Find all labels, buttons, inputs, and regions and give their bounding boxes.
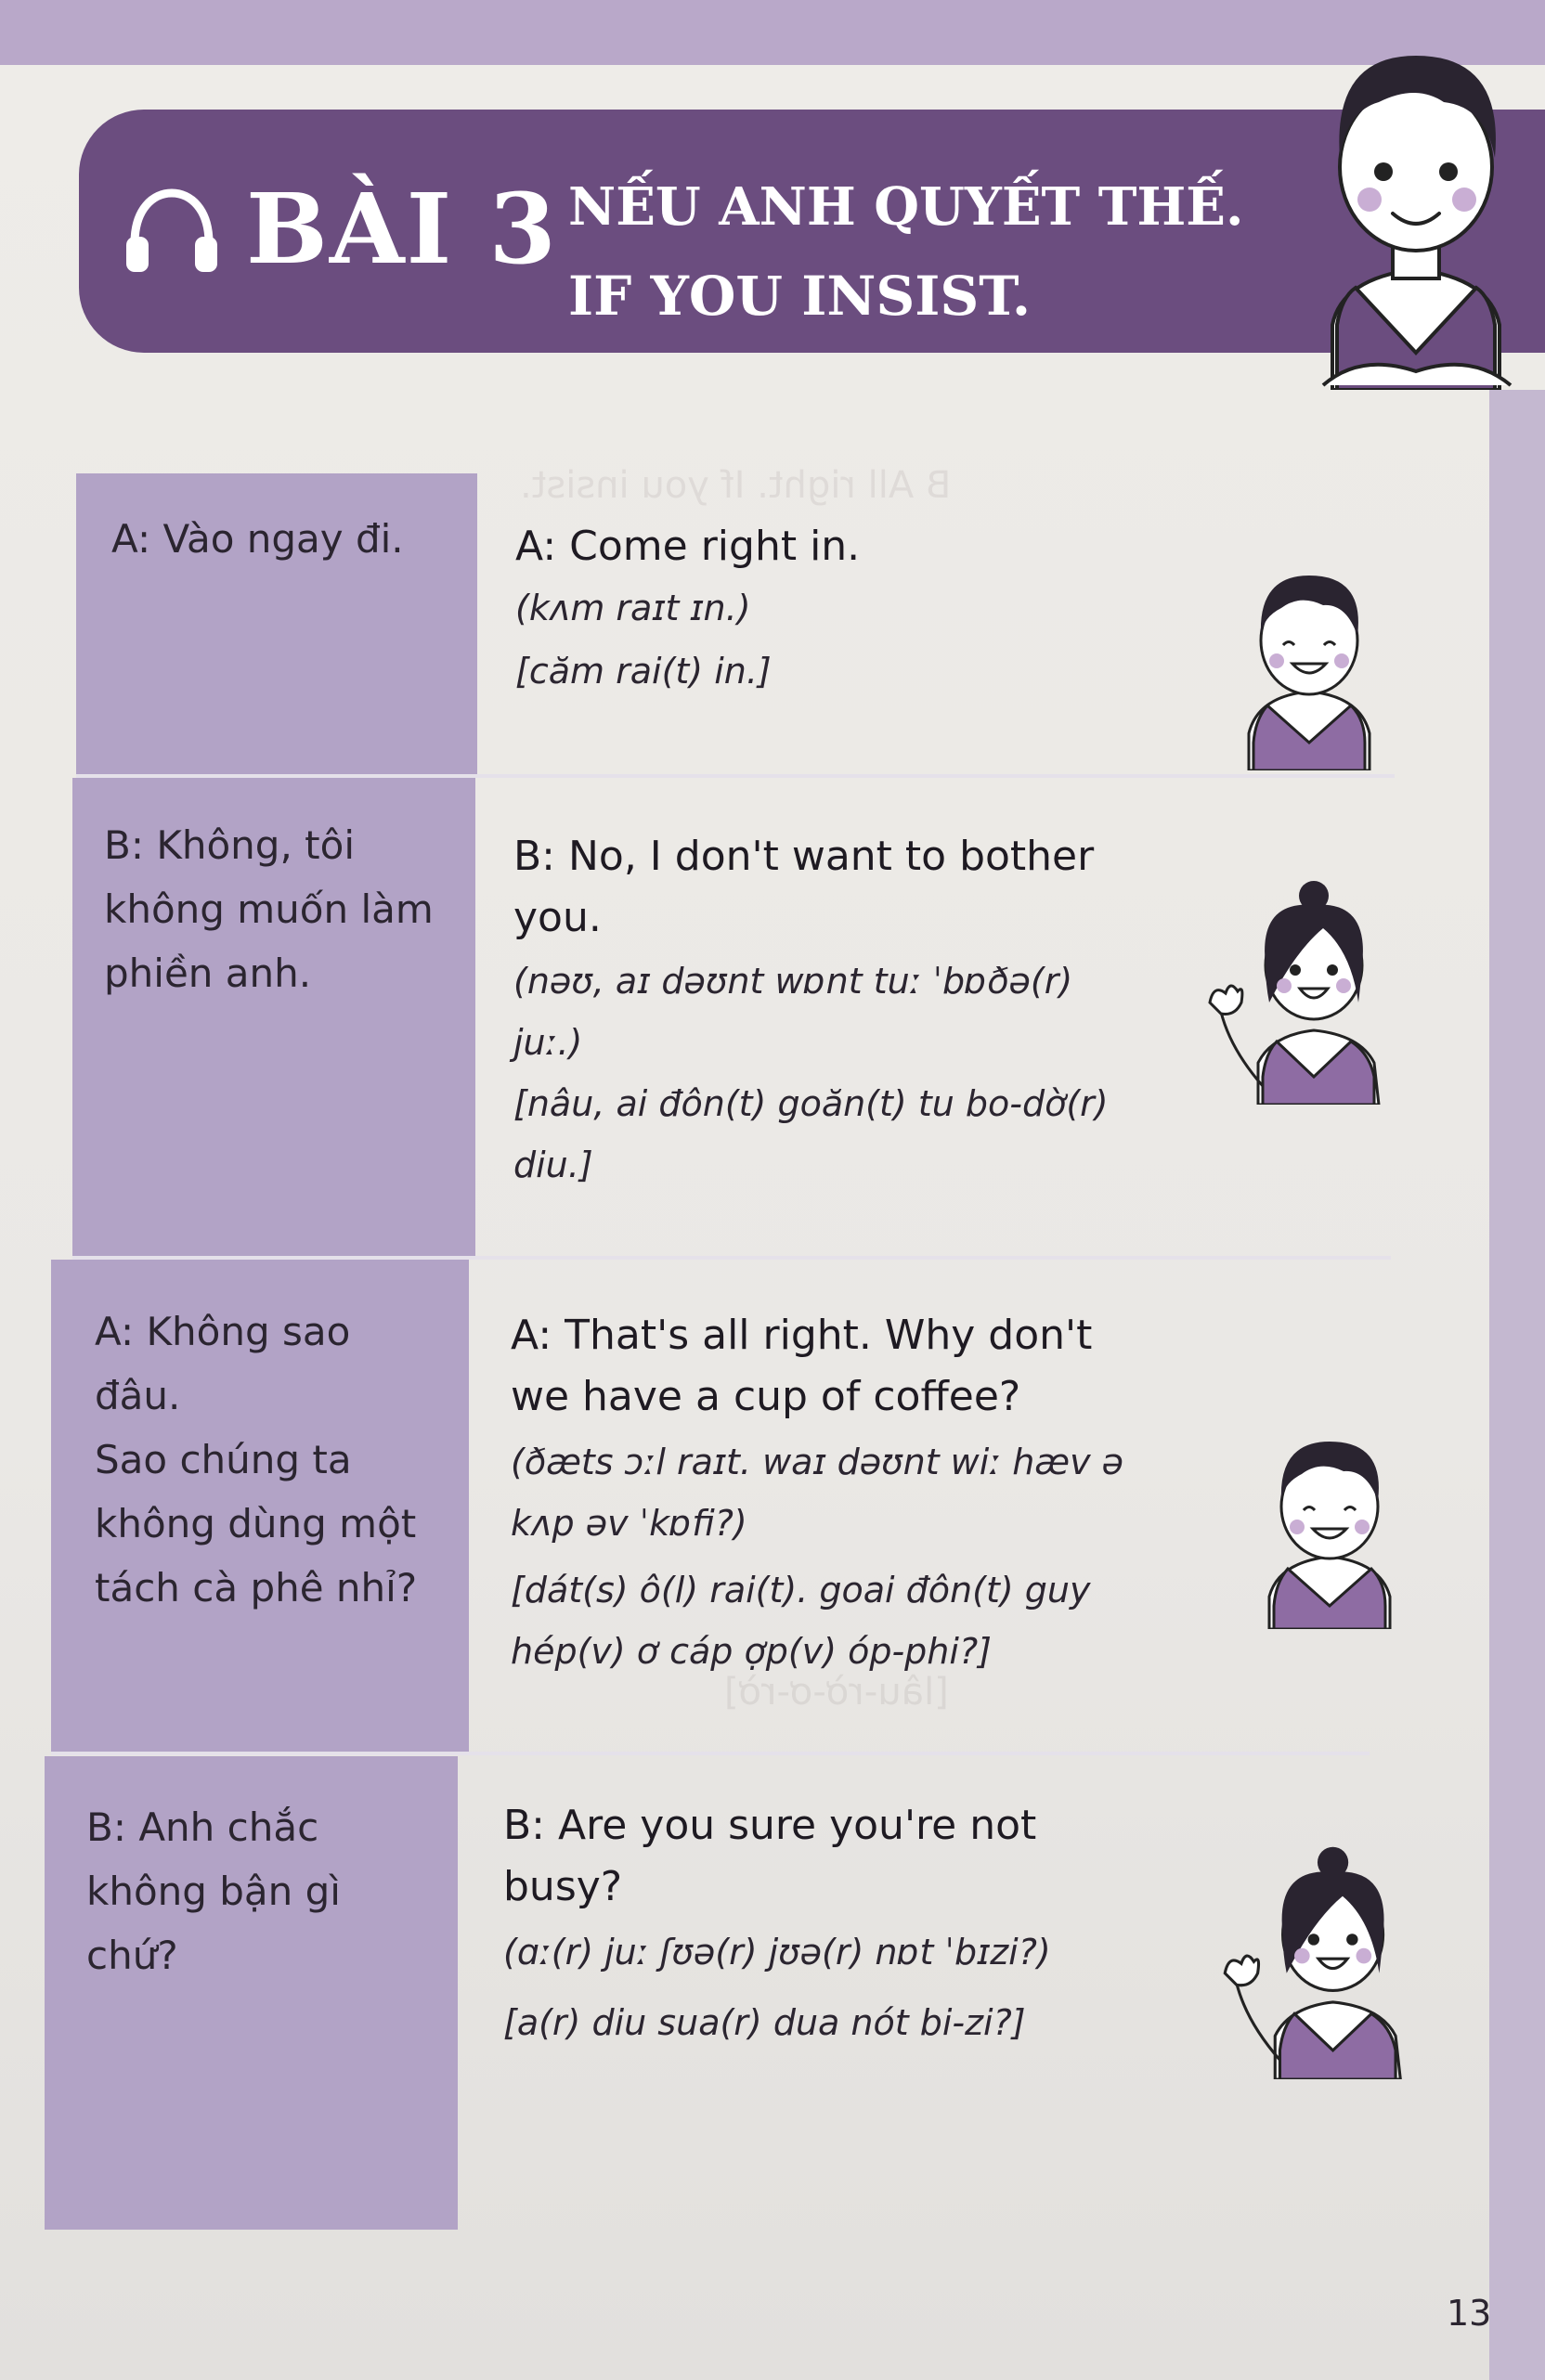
row-divider [72,1256,1391,1260]
en-line: A: That's all right. Why don't [511,1312,1093,1359]
pron-line: [dát(s) ô(l) rai(t). goai đôn(t) guy [511,1570,1091,1610]
ipa-line: (kʌm raɪt ɪn.) [515,588,751,628]
en-line: we have a cup of coffee? [511,1373,1021,1420]
ipa-line: juː.) [513,1022,583,1063]
dialogue-row-1-pronunciation [515,640,772,702]
dialogue-row-1-vietnamese [111,507,404,571]
vi-line: Sao chúng ta [95,1437,352,1482]
vi-line: chứ? [86,1933,178,1978]
pron-line: [a(r) diu sua(r) dua nót bi-zi?] [503,2002,1026,2043]
dialogue-row-2-vietnamese [104,813,434,1005]
vi-line: tách cà phê nhỉ? [95,1565,418,1610]
dialogue-row-1-ipa [515,577,751,639]
en-line: A: Come right in. [515,523,861,570]
dialogue-row-4-english [503,1795,1036,1918]
en-line: busy? [503,1863,623,1910]
speaker-a-boy-illustration [1235,557,1383,770]
vi-line: đâu. [95,1373,181,1418]
vi-line: không bận gì [86,1869,341,1914]
pron-line: hép(v) ơ cáp ợp(v) óp-phi?] [511,1631,992,1672]
speaker-b-girl-illustration [1193,863,1407,1105]
vi-line: B: Anh chắc [86,1804,319,1850]
lesson-title-english: IF YOU INSIST. [568,265,1032,328]
dialogue-row-2-ipa [513,951,1072,1073]
mascot-illustration [1305,19,1527,390]
vi-line: không muốn làm [104,886,434,932]
dialogue-row-3-ipa [511,1431,1123,1554]
en-line: B: No, I don't want to bother [513,833,1095,880]
dialogue-row-4-vietnamese [86,1795,341,1987]
speaker-a-boy-illustration [1255,1425,1404,1629]
vi-line: không dùng một [95,1501,417,1546]
pron-line: [căm rai(t) in.] [515,651,772,692]
page-edge-right [1489,390,1545,2380]
dialogue-row-3-english [511,1305,1092,1428]
pron-line: [nâu, ai đôn(t) goăn(t) tu bo-dờ(r) [513,1083,1109,1124]
row-divider [76,774,1395,778]
vi-line: B: Không, tôi [104,822,355,868]
dialogue-row-4-ipa [503,1921,1051,1983]
show-through-text: B All right. If you insist. [520,464,952,507]
dialogue-row-3-pronunciation [511,1559,1090,1682]
dialogue-row-2-pronunciation [513,1073,1109,1196]
page-number: 13 [1447,2293,1492,2334]
en-line: B: Are you sure you're not [503,1802,1037,1849]
speaker-b-girl-illustration [1207,1829,1430,2079]
lesson-number: BÀI 3 [246,172,558,286]
ipa-line: kʌp əv ˈkɒfi?) [511,1503,747,1544]
show-through-text: [lâu-rờ-ơ-rờ] [724,1671,949,1714]
ipa-line: (nəʊ, aɪ dəʊnt wɒnt tuː ˈbɒðə(r) [513,961,1073,1002]
vi-line: A: Không sao [95,1309,351,1354]
dialogue-row-2-english [513,826,1094,949]
row-divider [51,1752,1370,1755]
ipa-line: (ɑː(r) juː ʃʊə(r) jʊə(r) nɒt ˈbɪzi?) [503,1932,1051,1973]
pron-line: diu.] [513,1145,593,1185]
dialogue-row-4-pronunciation [503,1992,1026,2053]
dialogue-row-3-vietnamese [95,1300,417,1620]
ipa-line: (ðæts ɔːl raɪt. waɪ dəʊnt wiː hæv ə [511,1442,1124,1482]
lesson-title-vietnamese: NẾU ANH QUYẾT THẾ. [568,176,1244,238]
vi-line: phiền anh. [104,951,312,996]
headphones-icon [121,186,223,278]
vi-line: A: Vào ngay đi. [111,516,404,562]
dialogue-row-1-english [515,516,860,577]
en-line: you. [513,894,602,941]
